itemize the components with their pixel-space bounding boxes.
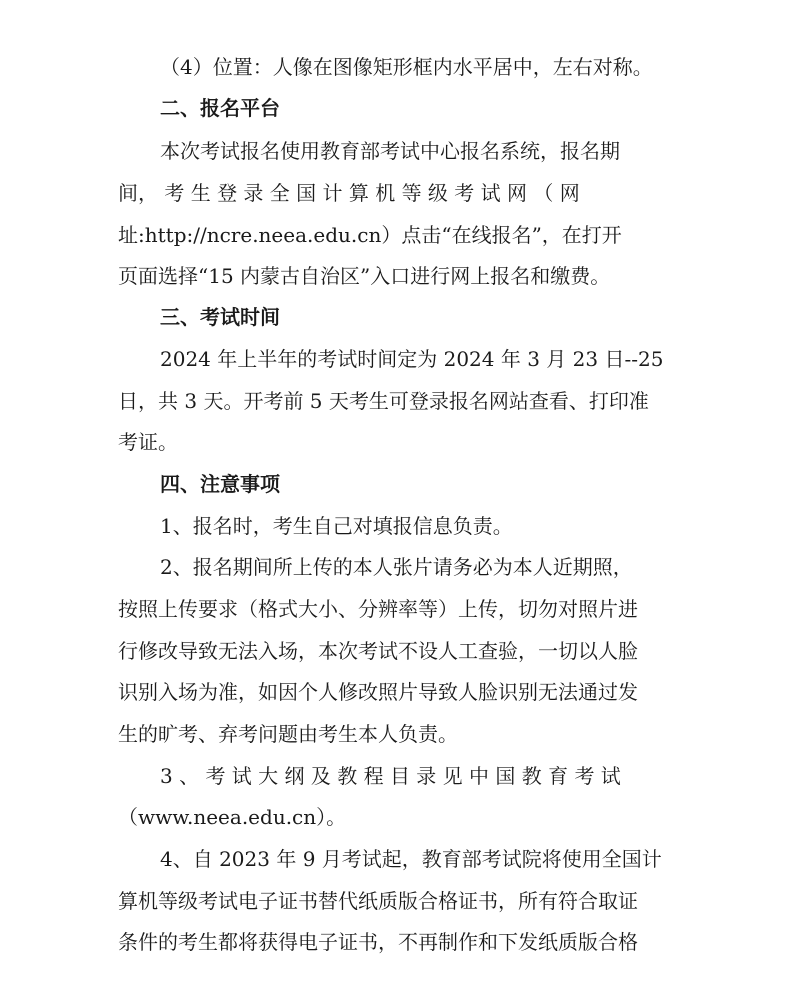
- note-2-line-2: 按照上传要求（格式大小、分辨率等）上传，切勿对照片进: [118, 597, 638, 621]
- note-4-line-3: 条件的考生都将获得电子证书，不再制作和下发纸质版合格: [118, 930, 638, 954]
- note-2-line-1: 2、报名期间所上传的本人张片请务必为本人近期照，: [160, 555, 633, 579]
- note-4-line-1: 4、自 2023 年 9 月考试起，教育部考试院将使用全国计: [160, 847, 662, 871]
- photo-position-line: （4）位置：人像在图像矩形框内水平居中，左右对称。: [160, 55, 653, 79]
- exam-time-line-3: 考证。: [118, 430, 178, 454]
- note-3-line-2: （www.neea.edu.cn）。: [118, 805, 347, 829]
- note-2-line-3: 行修改导致无法入场，本次考试不设人工查验，一切以人脸: [118, 639, 638, 663]
- registration-platform-line-3: 址:http://ncre.neea.edu.cn）点击“在线报名”，在打开: [118, 223, 622, 247]
- note-4-line-2: 算机等级考试电子证书替代纸质版合格证书，所有符合取证: [118, 889, 638, 913]
- note-2-line-5: 生的旷考、弃考问题由考生本人负责。: [118, 722, 458, 746]
- exam-time-heading: 三、考试时间: [160, 305, 280, 329]
- registration-platform-line-1: 本次考试报名使用教育部考试中心报名系统，报名期: [160, 139, 620, 163]
- registration-platform-heading: 二、报名平台: [160, 96, 280, 120]
- note-3-line-1: 3 、 考 试 大 纲 及 教 程 目 录 见 中 国 教 育 考 试: [160, 764, 621, 788]
- exam-time-line-2: 日，共 3 天。开考前 5 天考生可登录报名网站查看、打印准: [118, 389, 649, 413]
- registration-platform-line-2: 间， 考 生 登 录 全 国 计 算 机 等 级 考 试 网 （ 网: [118, 181, 580, 205]
- notes-heading: 四、注意事项: [160, 472, 280, 496]
- note-1-line-1: 1、报名时，考生自己对填报信息负责。: [160, 514, 513, 538]
- note-2-line-4: 识别入场为准，如因个人修改照片导致人脸识别无法通过发: [118, 680, 638, 704]
- exam-time-line-1: 2024 年上半年的考试时间定为 2024 年 3 月 23 日--25: [160, 347, 664, 371]
- registration-platform-line-4: 页面选择“15 内蒙古自治区”入口进行网上报名和缴费。: [118, 264, 611, 288]
